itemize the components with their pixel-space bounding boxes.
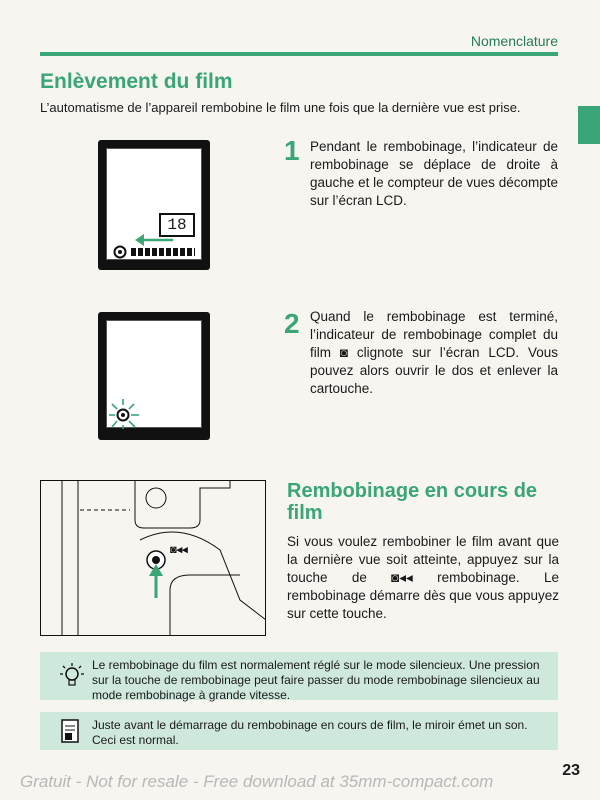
rewind-progress-indicator [131,248,195,256]
svg-text:◙◂◂: ◙◂◂ [170,544,188,556]
lcd-illustration-rewind-complete [98,312,210,440]
step-2-text: Quand le rembobinage est terminé, l’indicateur de rembobinage complet du film ◙ clignote sur l’écran LCD. Vous pouvez alors ouvrir le dos et enlever la cartouche. [310,309,558,396]
section-title: Nomenclature [470,33,558,49]
lcd-illustration-rewinding [98,140,210,270]
frame-counter: 18 [159,213,195,237]
info-note [40,712,558,750]
section-tab [578,106,600,144]
film-cartridge-icon [113,245,127,259]
subsection-text: Si vous voulez rembobiner le film avant que la dernière vue soit atteinte, appuyez sur la touche de ◙◂◂ rembobinage. Le rembobinage démarre dès que vous appuyez sur cette touche. [287,534,559,621]
step-1-text: Pendant le rembobinage, l’indicateur de rembobinage se déplace de droite à gauche et le compteur de vues décompte sur l’écran LCD. [310,139,558,208]
camera-rewind-button-illustration [40,480,266,636]
memo-icon [60,718,82,744]
intro-text: L’automatisme de l’appareil rembobine le film une fois que la dernière vue est prise. [40,100,521,115]
step-number-1: 1 [284,135,300,166]
page-number: 23 [562,762,580,779]
tip-note [40,652,558,700]
page-title: Enlèvement du film [40,70,233,93]
header-rule [40,52,558,56]
lightbulb-icon [58,662,86,690]
step-number-2: 2 [284,308,300,339]
blinking-film-cartridge-icon [107,397,143,429]
page-header [0,0,600,60]
tip-note-text: Le rembobinage du film est normalement réglé sur le mode silencieux. Une pression sur la touche de rembobinage peut faire passer du mode rembobinage silencieux au mode rembobinage à grande vitesse. [92,658,540,702]
info-note-text: Juste avant le démarrage du rembobinage en cours de film, le miroir émet un son. Ceci est normal. [92,718,528,747]
footer-watermark: Gratuit - Not for resale - Free download at 35mm-compact.com [20,772,494,791]
rewind-arrow-icon [135,233,175,247]
subsection-title: Rembobinage en cours de film [287,480,538,524]
